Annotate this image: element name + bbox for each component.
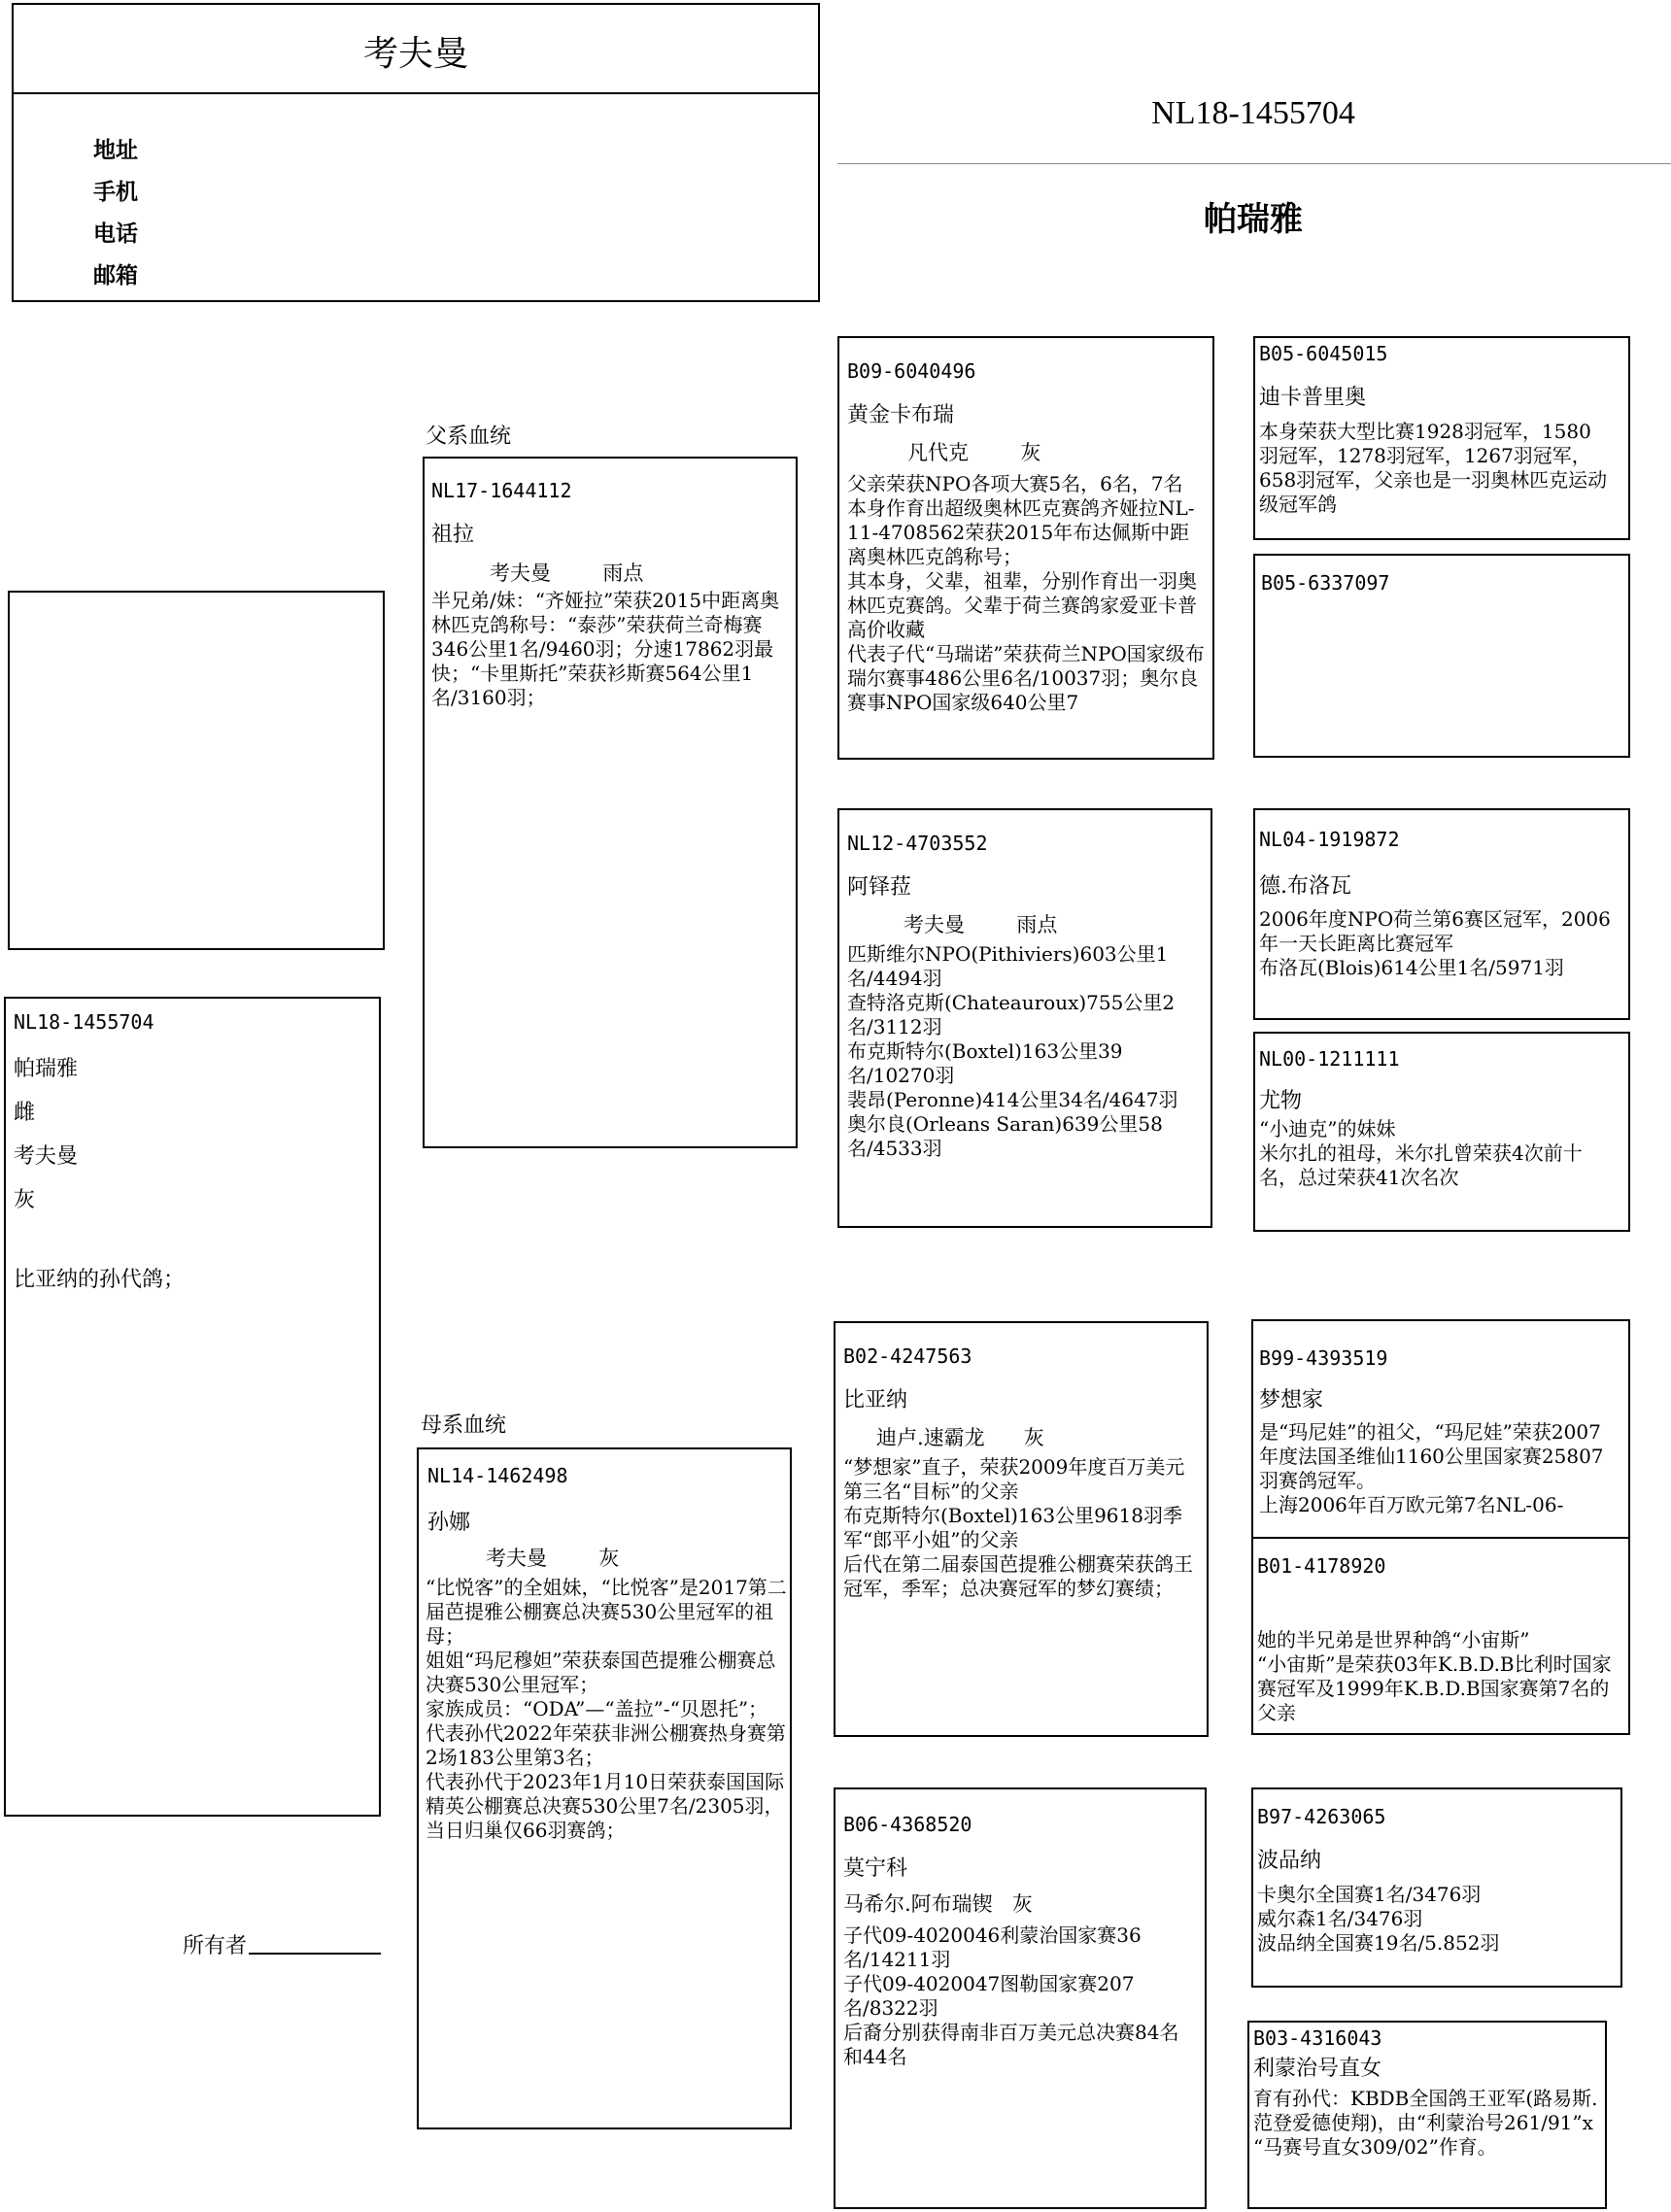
- ssd-ring: B05-6337097: [1261, 571, 1390, 595]
- bird-note: 比亚纳的孙代鸽；: [14, 1268, 186, 1292]
- photo-frame: [8, 591, 385, 950]
- sire-dam-breeder-color: 考夫曼 雨点: [904, 913, 1058, 936]
- dam-ring: NL14-1462498: [427, 1464, 568, 1487]
- bird-breeder: 考夫曼: [14, 1144, 79, 1169]
- ddd-ring: B03-4316043: [1253, 2026, 1382, 2050]
- bird-info-box: [4, 997, 381, 1817]
- sss-description: 本身荣获大型比赛1928羽冠军，1580羽冠军，1278羽冠军，1267羽冠军，658羽冠军，父亲也是一羽奥林匹克运动级冠军鸽: [1259, 420, 1608, 516]
- sire-section-label: 父系血统: [426, 425, 512, 449]
- dsd-description: 她的半兄弟是世界种鸽“小宙斯” “小宙斯”是荣获03年K.B.D.B比利时国家赛冠军及1999年K.B.D.B国家赛第7名的父亲: [1257, 1628, 1612, 1724]
- sire-sire-ring: B09-6040496: [847, 359, 976, 383]
- sss-ring: B05-6045015: [1259, 342, 1388, 365]
- sire-dam-name: 阿铎菈: [847, 875, 912, 900]
- sire-sire-description: 父亲荣获NPO各项大赛5名，6名，7名 本身作育出超级奥林匹克赛鸽齐娅拉NL-11-4708562荣获2015年布达佩斯中距离奥林匹克鸽称号； 其本身，父辈，祖辈，分别作育出一羽奥林匹克赛鸽。父辈于荷兰赛鸽家爱亚卡普高价收藏 代表子代“马瑞诺”荣获荷兰NPO国家级布瑞尔赛事486公里6名/10037羽；奥尔良赛事NPO国家级640公里7: [847, 472, 1205, 714]
- dam-description: “比悦客”的全姐妹，“比悦客”是2017第二届芭提雅公棚赛总决赛530公里冠军的祖母； 姐姐“玛尼穆妲”荣获泰国芭提雅公棚赛总决赛530公里冠军； 家族成员：“ODA”—“盖拉”-“贝恩托”； 代表孙代2022年荣获非洲公棚赛热身赛第2场183公里第3名； 代表孙代于2023年1月10日荣获泰国国际精英公棚赛总决赛530公里7名/2305羽，当日归巢仅66羽赛鸽；: [426, 1576, 787, 1842]
- sss-name: 迪卡普里奥: [1259, 386, 1367, 410]
- dam-dam-description: 子代09-4020046利蒙治国家赛36名/14211羽 子代09-4020047图勒国家赛207名/8322羽 后裔分别获得南非百万美元总决赛84名和44名: [843, 1923, 1179, 2068]
- contact-address-label: 地址: [93, 138, 138, 163]
- dds-description: 卡奥尔全国赛1名/3476羽 威尔森1名/3476羽 波品纳全国赛19名/5.852羽: [1257, 1883, 1500, 1955]
- owner-name: 考夫曼: [362, 34, 468, 74]
- dam-sire-breeder-color: 迪卢.速霸龙 灰: [876, 1426, 1044, 1449]
- owner-signature-label: 所有者: [183, 1934, 248, 1958]
- ddd-description: 育有孙代：KBDB全国鸽王亚军(路易斯.范登爱德使翔)，由“利蒙治号261/91”x “马赛号直女309/02”作育。: [1253, 2087, 1598, 2159]
- sire-description: 半兄弟/妹：“齐娅拉”荣获2015中距离奥林匹克鸽称号：“泰莎”荣获荷兰奇梅赛346公里1名/9460羽；分速17862羽最快；“卡里斯托”荣获衫斯赛564公里1名/3160羽；: [431, 589, 780, 709]
- owner-header-box: [12, 3, 820, 302]
- sds-ring: NL04-1919872: [1259, 828, 1400, 851]
- sire-name: 祖拉: [431, 523, 475, 547]
- bird-name: 帕瑞雅: [14, 1057, 79, 1081]
- dam-sire-description: “梦想家”直子，荣获2009年度百万美元第三名“目标”的父亲 布克斯特尔(Boxtel)163公里9618羽季军“郎平小姐”的父亲 后代在第二届泰国芭提雅公棚赛荣获鸽王冠军，季军；总决赛冠军的梦幻赛绩；: [843, 1455, 1193, 1600]
- sire-breeder-color: 考夫曼 雨点: [490, 562, 644, 585]
- dsd-ring: B01-4178920: [1257, 1554, 1386, 1578]
- contact-phone-label: 电话: [93, 221, 138, 247]
- contact-list: [93, 130, 138, 297]
- dam-dam-name: 莫宁科: [843, 1856, 908, 1881]
- sdd-description: “小迪克”的妹妹 米尔扎的祖母，米尔扎曾荣获4次前十名，总过荣获41次名次: [1259, 1117, 1583, 1189]
- sire-dam-ring: NL12-4703552: [847, 832, 988, 855]
- dam-sire-name: 比亚纳: [843, 1388, 908, 1412]
- contact-mobile-label: 手机: [93, 180, 138, 205]
- dss-description: 是“玛尼娃”的祖父，“玛尼娃”荣获2007年度法国圣维仙1160公里国家赛25807羽赛鸽冠军。 上海2006年百万欧元第7名NL-06-: [1259, 1420, 1604, 1516]
- dam-name: 孙娜: [427, 1511, 471, 1535]
- dam-section-label: 母系血统: [421, 1413, 507, 1438]
- dds-ring: B97-4263065: [1257, 1805, 1386, 1828]
- bird-ring: NL18-1455704: [14, 1010, 154, 1034]
- dam-breeder-color: 考夫曼 灰: [486, 1547, 620, 1570]
- sire-sire-name: 黄金卡布瑞: [847, 403, 955, 427]
- sdd-ring: NL00-1211111: [1259, 1047, 1400, 1071]
- bird-sex: 雌: [14, 1101, 36, 1125]
- dam-sire-ring: B02-4247563: [843, 1344, 972, 1368]
- sire-dam-description: 匹斯维尔NPO(Pithiviers)603公里1名/4494羽 查特洛克斯(Chateauroux)755公里2名/3112羽 布克斯特尔(Boxtel)163公里39名/10270羽 裴昂(Peronne)414公里34名/4647羽 奥尔良(Orleans Saran)639公里58名/4533羽: [847, 942, 1178, 1160]
- dam-dam-breeder-color: 马希尔.阿布瑞锲 灰: [843, 1892, 1033, 1916]
- ddd-name: 利蒙治号直女: [1253, 2057, 1382, 2081]
- header-bird-name: 帕瑞雅: [1204, 200, 1303, 239]
- dds-name: 波品纳: [1257, 1849, 1322, 1873]
- sds-name: 德.布洛瓦: [1259, 874, 1351, 899]
- header-divider: [14, 92, 818, 94]
- sire-sire-breeder-color: 凡代克 灰: [907, 441, 1041, 464]
- sire-ring: NL17-1644112: [431, 479, 572, 502]
- dss-name: 梦想家: [1259, 1388, 1324, 1412]
- header-ring-number: NL18-1455704: [1151, 95, 1355, 131]
- dss-ring: B99-4393519: [1259, 1346, 1388, 1370]
- bird-color: 灰: [14, 1188, 36, 1212]
- dam-dam-ring: B06-4368520: [843, 1813, 972, 1836]
- contact-email-label: 邮箱: [93, 263, 138, 289]
- sds-description: 2006年度NPO荷兰第6赛区冠军，2006年一天长距离比赛冠军 布洛瓦(Blois)614公里1名/5971羽: [1259, 907, 1611, 979]
- header-divider-right: [837, 163, 1671, 164]
- sdd-name: 尤物: [1259, 1089, 1303, 1113]
- owner-signature-line: [249, 1953, 381, 1955]
